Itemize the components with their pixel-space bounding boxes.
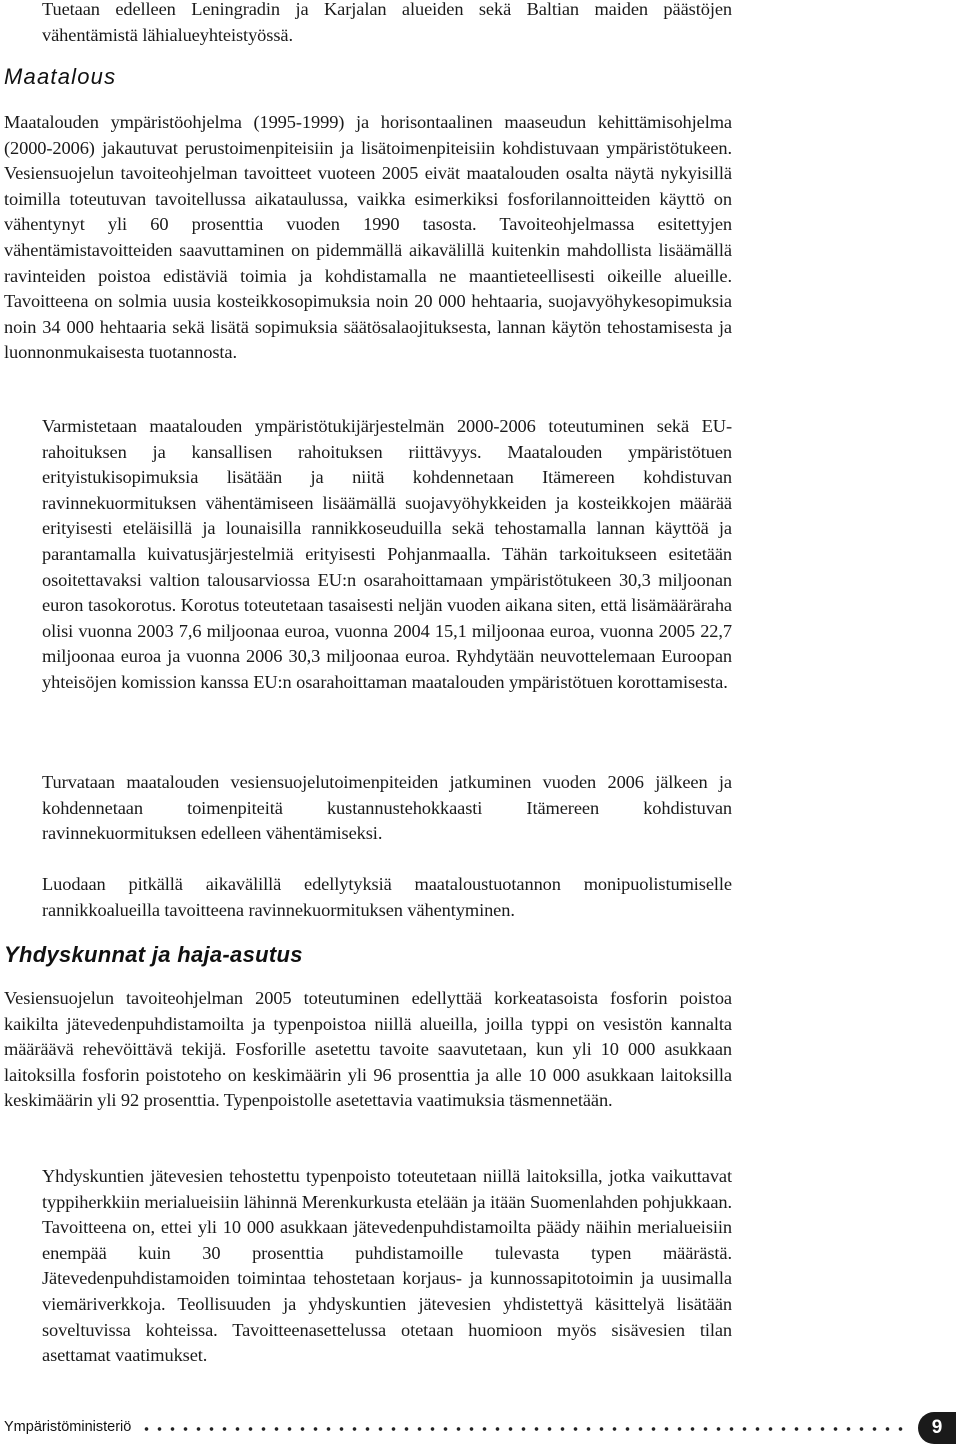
yhdyskunnat-paragraph-2: Yhdyskuntien jätevesien tehostettu typenpoisto toteutetaan niillä laitoksilla, jotka vaikuttavat typpiherkkiin merialueisiin lähinnä Merenkurkusta etelään ja itään Suomenlahden pohjukkaan. Tavoitteena on, ettei yli 10 000 asukkaan jätevedenpuhdistamoilta päädy näihin merialueisiin enempää kuin 30 prosenttia puhdistamoille tulevasta typen määrästä. Jätevedenpuhdistamoiden toimintaa tehostetaan korjaus- ja kunnossapitotoimin ja uusimalla viemäriverkkoja. Teollisuuden ja yhdyskuntien jätevesien yhdistettyä käsittelyä lisätään soveltuvissa kohteissa. Tavoitteenasettelussa otetaan huomioon myös sisävesien tilan asettamat vaatimukset.	[42, 1166, 732, 1366]
yhdyskunnat-paragraph-1: Vesiensuojelun tavoiteohjelman 2005 toteutuminen edellyttää korkeatasoista fosforin poistoa kaikilta jätevedenpuhdistamoilta ja typenpoistoa niillä alueilla, joilla typpi on vesistön kannalta määräävä rehevöittävä tekijä. Fosforille asetettu tavoite saavutetaan, kun yli 10 000 asukkaan laitoksilla fosforin poistoteho on keskimäärin yli 96 prosenttia ja alle 10 000 asukkaan laitoksilla keskimäärin yli 92 prosenttia. Typenpoistolle asetettavia vaatimuksia täsmennetään.	[4, 988, 732, 1111]
section-heading-yhdyskunnat: Yhdyskunnat ja haja-asutus	[4, 942, 303, 967]
intro-paragraph: Tuetaan edelleen Leningradin ja Karjalan alueiden sekä Baltian maiden päästöjen vähentämistä lähialueyhteistyössä.	[42, 0, 732, 45]
maatalous-paragraph-1: Maatalouden ympäristöohjelma (1995-1999) ja horisontaalinen maaseudun kehittämisohjelma (2000-2006) jakautuvat perustoimenpiteisiin ja lisätoimenpiteisiin kohdistuvaan ympäristötukeen. Vesiensuojelun tavoiteohjelman tavoitteet vuoteen 2005 eivät maatalouden osalta näytä nykyisillä toimilla toteutuvan tavoitellussa aikataulussa, vaikka esimerkiksi fosforilannoitteiden käyttö on vähentynyt yli 60 prosenttia vuoden 1990 tasosta. Tavoiteohjelmassa esitettyjen vähentämistavoitteiden saavuttaminen on pidemmällä aikavälillä kuitenkin mahdollista lisäämällä ravinteiden poistoa edistäviä toimia ja kohdistamalla ne maantieteellisesti oikeille alueille. Tavoitteena on solmia uusia kosteikkosopimuksia noin 20 000 hehtaaria, suojavyöhykesopimuksia noin 34 000 hehtaaria sekä lisätä sopimuksia säätösalaojituksesta, lannan käytön tehostamisesta ja luonnonmukaisesta tuotannosta.	[4, 112, 732, 363]
page-number-badge: 9	[918, 1412, 956, 1444]
footer-dot-leader	[140, 1426, 906, 1432]
section-heading-maatalous: Maatalous	[4, 64, 117, 89]
maatalous-paragraph-3: Turvataan maatalouden vesiensuojelutoimenpiteiden jatkuminen vuoden 2006 jälkeen ja kohdennetaan toimenpiteitä kustannustehokkaasti Itämereen kohdistuvan ravinnekuormituksen edelleen vähentämiseksi.	[42, 772, 732, 844]
maatalous-paragraph-2: Varmistetaan maatalouden ympäristötukijärjestelmän 2000-2006 toteutuminen sekä EU-rahoituksen ja kansallisen rahoituksen riittävyys. Maatalouden ympäristötuen erityistukisopimuksia lisätään ja niitä kohdennetaan Itämereen kohdistuvan ravinnekuormituksen vähentämiseen lisäämällä suojavyöhykkeiden ja kosteikkojen määrää erityisesti eteläisillä ja lounaisilla rannikkoseuduilla sekä tehostamalla lannan käyttöä ja parantamalla kuivatusjärjestelmiä erityisesti Pohjanmaalla. Tähän tarkoitukseen esitetään osoitettavaksi valtion talousarviossa EU:n osarahoittamaan ympäristötukeen 30,3 miljoonan euron tasokorotus. Korotus toteutetaan tasaisesti neljän vuoden aikana siten, että lisämääräraha olisi vuonna 2003 7,6 miljoonaa euroa, vuonna 2004 15,1 miljoonaa euroa, vuonna 2005 22,7 miljoonaa euroa ja vuonna 2006 30,3 miljoonaa euroa. Ryhdytään neuvottelemaan Euroopan yhteisöjen komission kanssa EU:n osarahoittaman maatalouden ympäristötuen korottamisesta.	[42, 416, 732, 692]
maatalous-paragraph-4: Luodaan pitkällä aikavälillä edellytyksiä maataloustuotannon monipuolistumiselle rannikkoalueilla tavoitteena ravinnekuormituksen vähentyminen.	[42, 874, 732, 920]
footer-publisher: Ympäristöministeriö	[4, 1419, 132, 1435]
page-footer	[4, 1412, 956, 1444]
